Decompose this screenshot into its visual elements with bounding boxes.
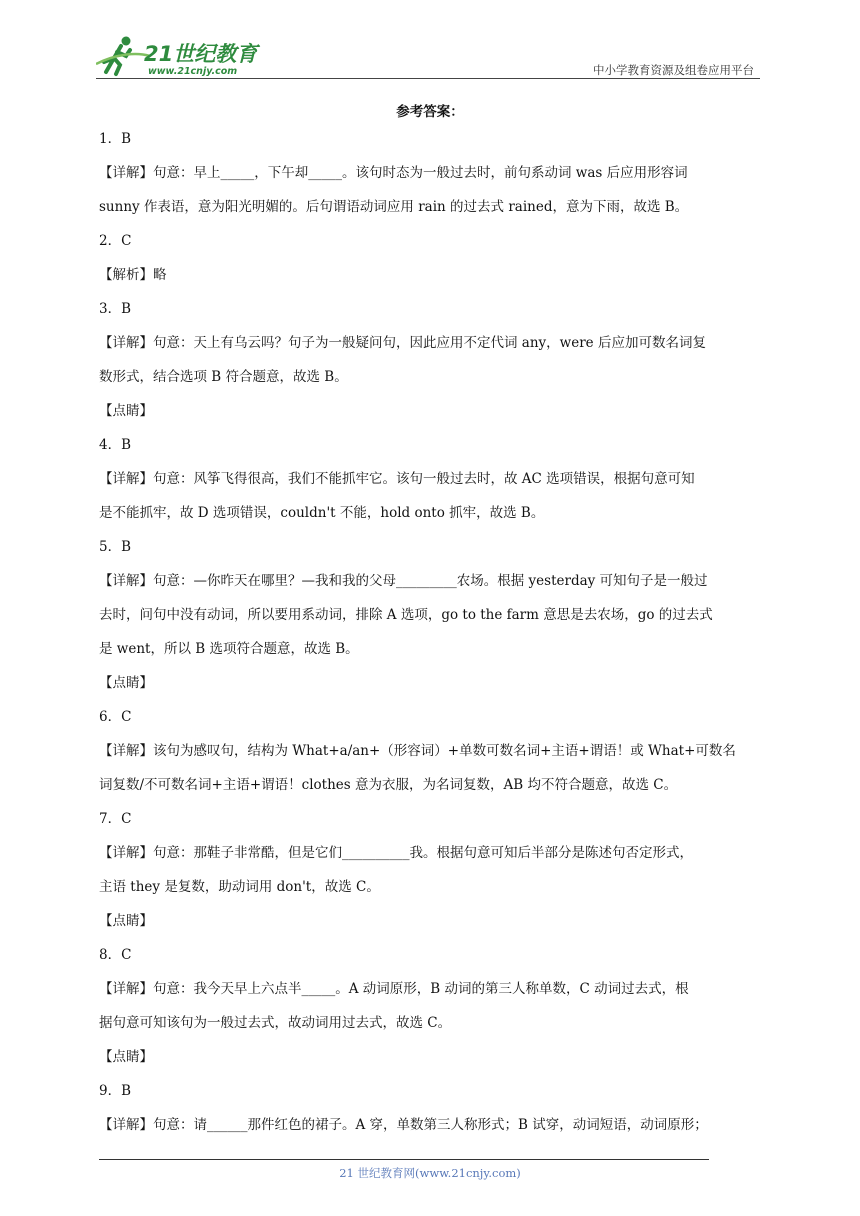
answer-line: 7．C — [99, 811, 132, 827]
answer-line: 【详解】句意：请______那件红色的裙子。A 穿，单数第三人称形式；B 试穿，动词短语，动词原形； — [99, 1117, 708, 1133]
answer-line: 据句意可知该句为一般过去式，故动词用过去式，故选 C。 — [99, 1015, 452, 1031]
answer-line: 6．C — [99, 709, 132, 725]
answer-line: 【详解】句意：风筝飞得很高，我们不能抓牢它。该句一般过去时，故 AC 选项错误，根据句意可知 — [99, 471, 695, 487]
runner-icon — [96, 37, 150, 75]
header-divider — [96, 78, 760, 79]
answer-line: 5．B — [99, 539, 132, 555]
answer-line: 去时，问句中没有动词，所以要用系动词，排除 A 选项，go to the farm 意思是去农场，go 的过去式 — [99, 607, 713, 623]
answer-line: 【点睛】 — [99, 913, 153, 929]
answer-line: 4．B — [99, 437, 132, 453]
answer-line: 【点睛】 — [99, 403, 153, 419]
logo-url: www.21cnjy.com — [148, 66, 238, 77]
answer-line: 主语 they 是复数，助动词用 don't，故选 C。 — [99, 879, 380, 895]
page-title: 参考答案： — [396, 104, 464, 120]
answer-line: 8．C — [99, 947, 132, 963]
answer-line: 9．B — [99, 1083, 132, 1099]
page-header — [96, 34, 760, 80]
answer-line: 【点睛】 — [99, 1049, 153, 1065]
logo-text: 21世纪教育 — [144, 42, 258, 66]
answer-line: 【详解】句意：早上_____，下午却_____。该句时态为一般过去时，前句系动词 was 后应用形容词 — [99, 165, 688, 181]
answer-line: 【详解】句意：天上有乌云吗？句子为一般疑问句，因此应用不定代词 any，were 后应加可数名词复 — [99, 335, 706, 351]
answer-content — [99, 122, 763, 1142]
answer-line: 数形式，结合选项 B 符合题意，故选 B。 — [99, 369, 348, 385]
answer-line: 【点睛】 — [99, 675, 153, 691]
answer-line: 【详解】该句为感叹句，结构为 What+a/an+（形容词）+单数可数名词+主语+谓语！或 What+可数名 — [99, 743, 736, 759]
answer-line: 【解析】略 — [99, 267, 167, 283]
footer-divider — [99, 1159, 709, 1160]
site-logo[interactable] — [96, 34, 266, 78]
answer-line: 是 went，所以 B 选项符合题意，故选 B。 — [99, 641, 359, 657]
answer-line: 词复数/不可数名词+主语+谓语！clothes 意为衣服，为名词复数，AB 均不符合题意，故选 C。 — [99, 777, 678, 793]
answer-line: 【详解】句意：我今天早上六点半_____。A 动词原形，B 动词的第三人称单数，C 动词过去式，根 — [99, 981, 689, 997]
footer-link[interactable]: 21 世纪教育网(www.21cnjy.com) — [339, 1166, 521, 1180]
answer-line: 2．C — [99, 233, 132, 249]
answer-line: 【详解】句意：—你昨天在哪里？—我和我的父母_________农场。根据 yesterday 可知句子是一般过 — [99, 573, 708, 589]
answer-line: 1．B — [99, 131, 132, 147]
answer-line: 【详解】句意：那鞋子非常酷，但是它们__________我。根据句意可知后半部分是陈述句否定形式， — [99, 845, 693, 861]
answer-line: 3．B — [99, 301, 132, 317]
answer-line: 是不能抓牢，故 D 选项错误，couldn't 不能，hold onto 抓牢，故选 B。 — [99, 505, 545, 521]
answer-line: sunny 作表语，意为阳光明媚的。后句谓语动词应用 rain 的过去式 rained，意为下雨，故选 B。 — [99, 199, 689, 215]
header-tagline: 中小学教育资源及组卷应用平台 — [593, 63, 754, 77]
